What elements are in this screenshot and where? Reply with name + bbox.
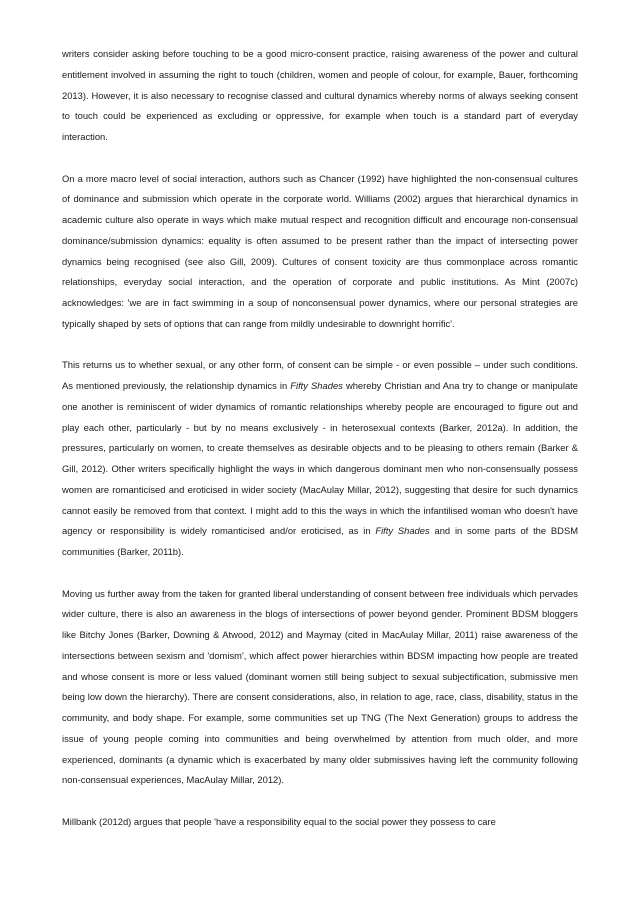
paragraph-text: This returns us to whether sexual, or any other form, of consent can be simple - or even possible – under such conditions. As mentioned previously, the relationship dynamics in [62,359,578,391]
paragraph-millbank [62,812,578,833]
paragraph-text: On a more macro level of social interaction, authors such as Chancer (1992) have highlighted the non-consensual cultures of dominance and submission which operate in the corporate world. Williams (2002) argues that hierarchical dynamics in academic culture also operate in ways which make mutual respect and recognition difficult and encourage non-consensual dominance/submission dynamics: equality is often assumed to be present rather than the impact of intersecting power dynamics being recognised (see also Gill, 2009). Cultures of consent toxicity are thus commonplace across romantic relationships, everyday social interaction, and the operation of corporate and public institutions. As Mint (2007c) acknowledges: 'we are in fact swimming in a soup of nonconsensual power dynamics, where our personal strategies are typically shaped by sets of options that can range from mildly undesirable to downright horrific'. [62,172,578,329]
body-text [62,44,578,833]
paragraph-text: Moving us further away from the taken for granted liberal understanding of consent between free individuals which pervades wider culture, there is also an awareness in the blogs of intersections of power beyond gender. Prominent BDSM bloggers like Bitchy Jones (Barker, Downing & Atwood, 2012) and Maymay (cited in MacAulay Millar, 2011) raise awareness of the intersections between sexism and 'domism', which affect power hierarchies within BDSM impacting how people are treated and whose consent is more or less valued (dominant women still being subject to sexual subjectification, submissive men being low down the hierarchy). There are consent considerations, also, in relation to age, race, class, disability, status in the community, and body shape. For example, some communities set up TNG (The Next Generation) groups to address the issue of young people coming into communities and being overwhelmed by attention from much older, and more experienced, dominants (a dynamic which is exacerbated by many older submissives having left the community following non-consensual experiences, MacAulay Millar, 2012). [62,587,578,786]
paragraph-micro-consent [62,44,578,148]
paragraph-text: and in some parts of the BDSM communities (Barker, 2011b). [62,525,579,557]
paragraph-text: writers consider asking before touching to be a good micro-consent practice, raising awareness of the power and cultural entitlement involved in assuming the right to touch (children, women and people of colour, for example, Bauer, forthcoming 2013). However, it is also necessary to recognise classed and cultural dynamics whereby norms of always seeking consent to touch could be experienced as excluding or oppressive, for example when touch is a standard part of everyday interaction. [62,48,578,142]
paragraph-intersections [62,584,578,792]
book-title-italic: Fifty Shades [375,525,430,537]
paragraph-text: Millbank (2012d) argues that people 'have a responsibility equal to the social power they possess to care [62,815,496,827]
paragraph-fifty-shades [62,355,578,563]
book-title-italic: Fifty Shades [290,380,343,391]
paragraph-text: whereby Christian and Ana try to change or manipulate one another is reminiscent of wider dynamics of romantic relationships whereby people are encouraged to figure out and play each other, particularly - but by no means exclusively - in heterosexual contexts (Barker, 2012a). In addition, the pressures, particularly on women, to create themselves as desirable objects and to be pleasing to others remain (Barker & Gill, 2012). Other writers specifically highlight the ways in which dangerous dominant men who non-consensually possess women are romanticised and eroticised in wider society (MacAulay Millar, 2012), suggesting that desire for such dynamics cannot easily be removed from that context. I might add to this the ways in which the infantilised woman who doesn't have agency or responsibility is widely romanticised and/or eroticised, as in [62,380,578,537]
paragraph-macro-level [62,169,578,335]
